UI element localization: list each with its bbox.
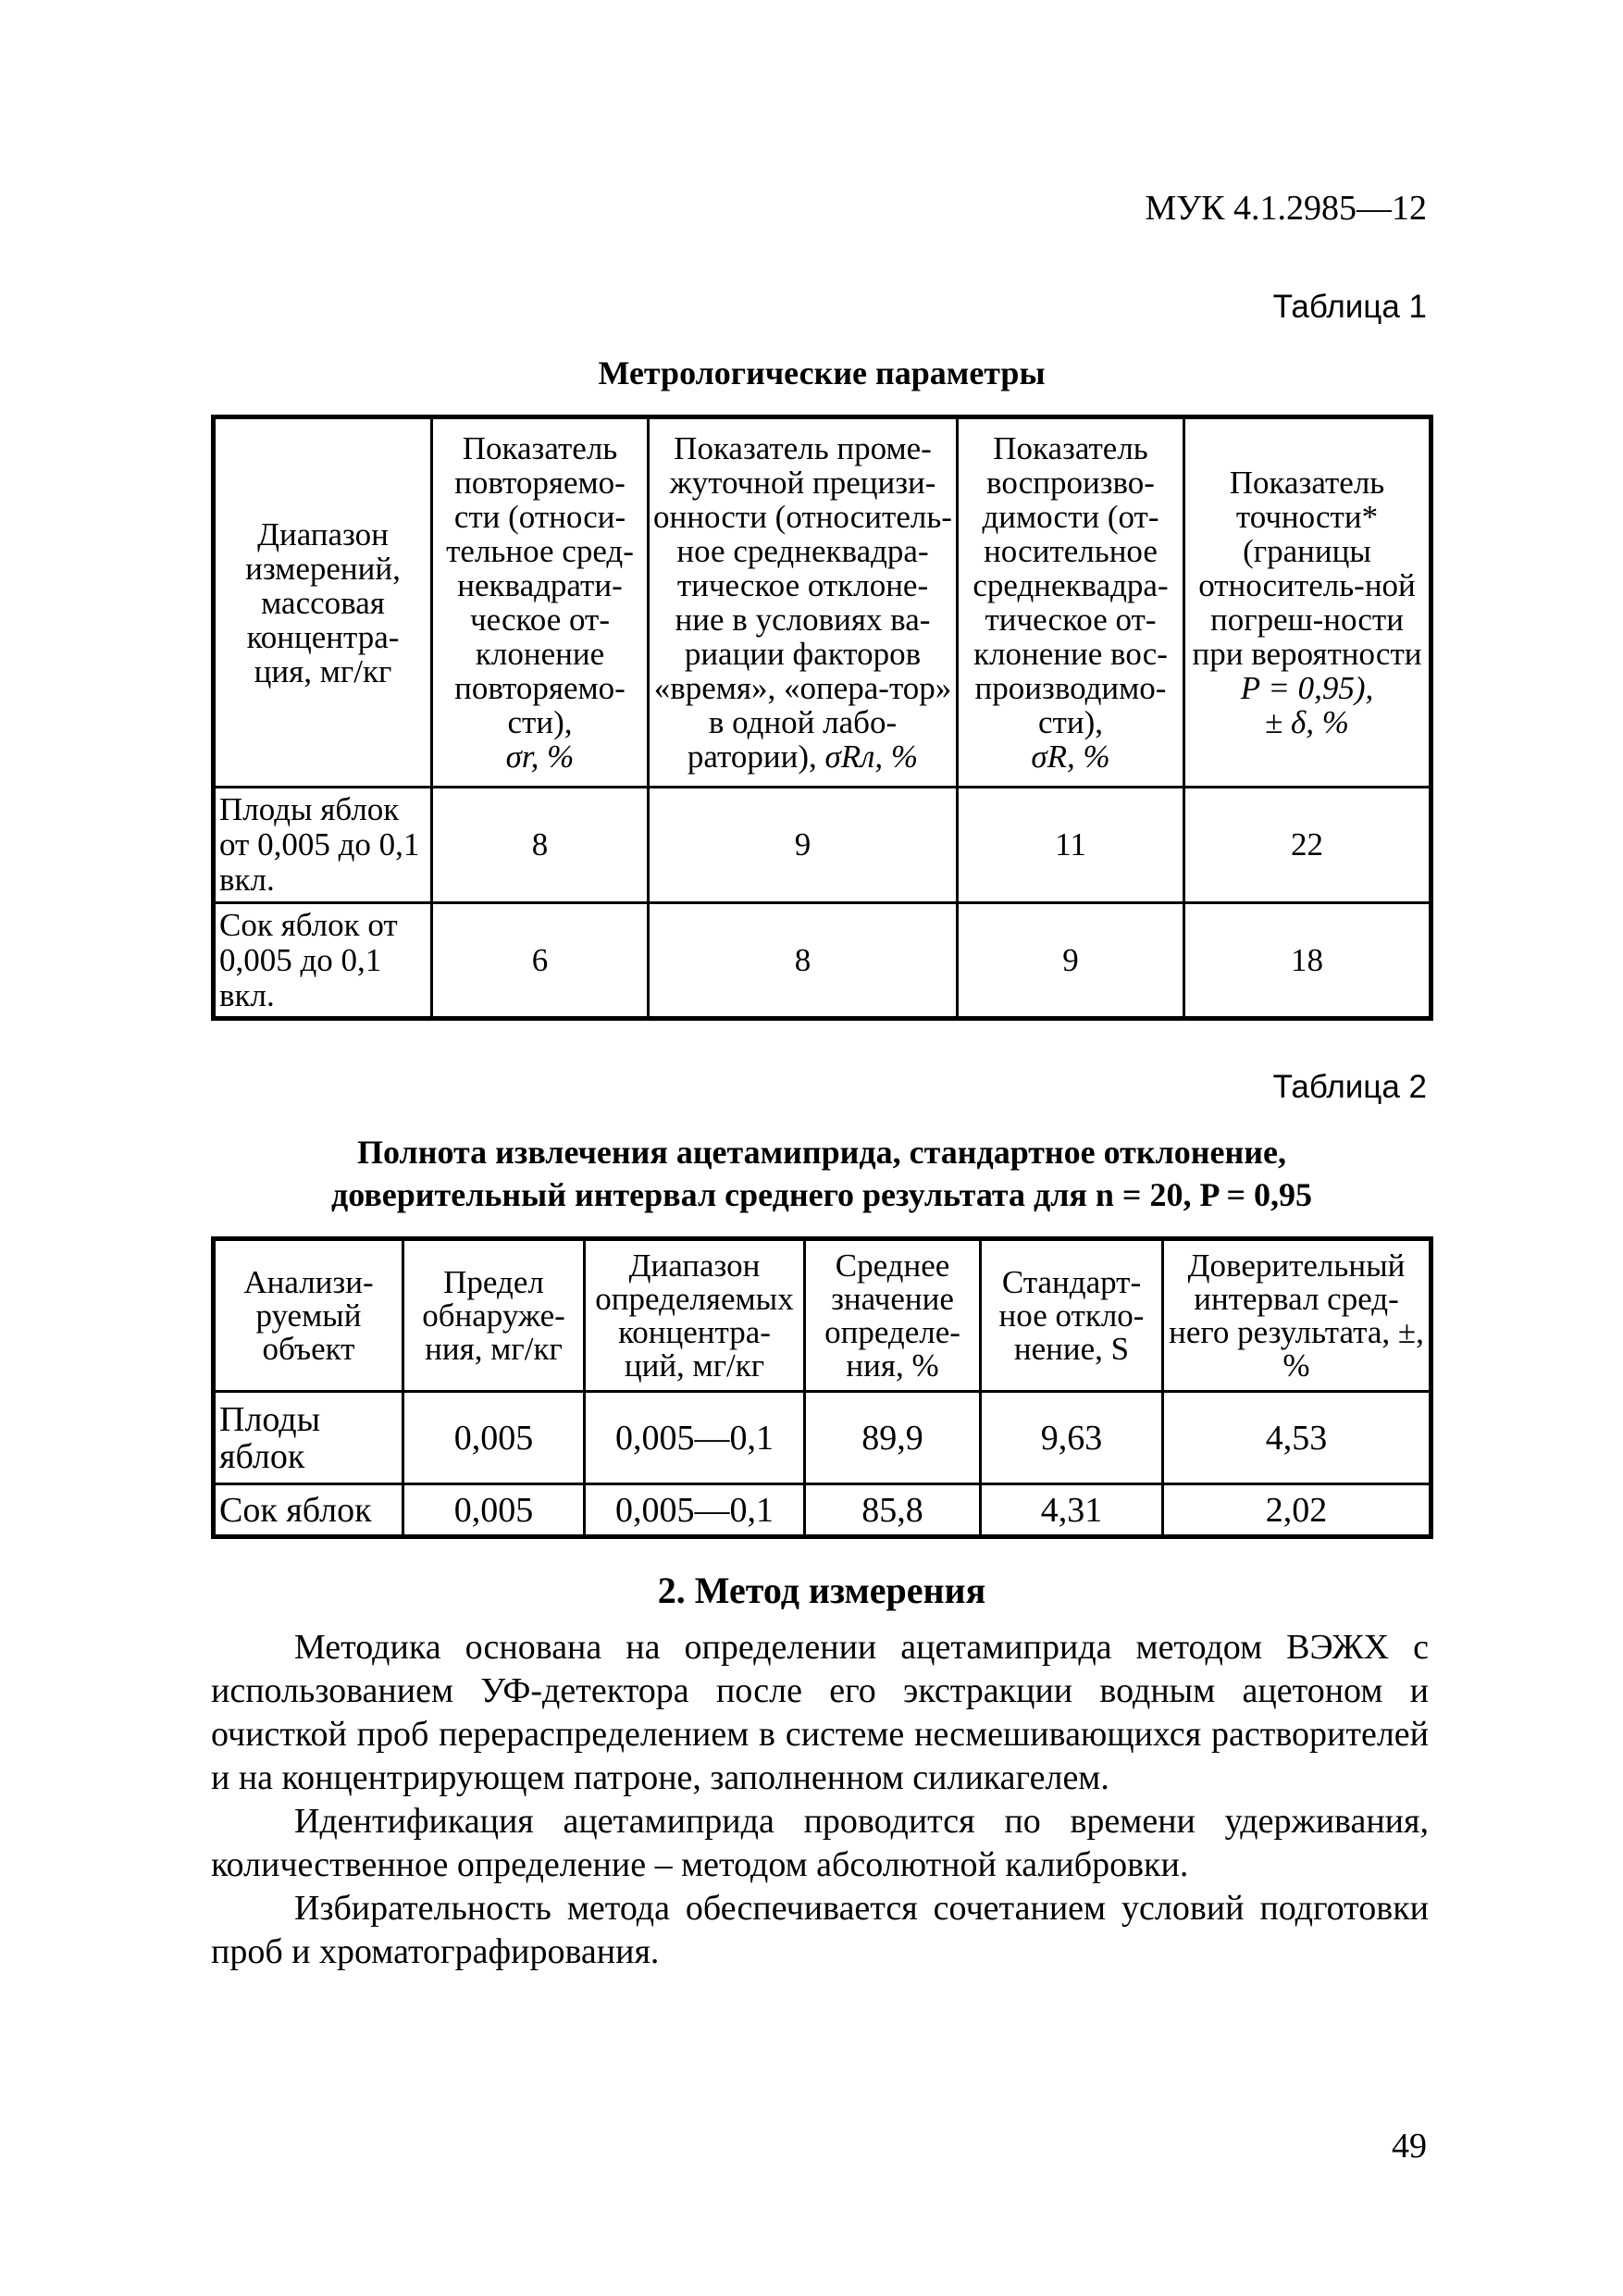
table1-cell: 9 [958, 903, 1184, 1019]
table2-header-range: Диапазон определяемых концентра-ций, мг/кг [585, 1239, 805, 1392]
table1-cell: 8 [649, 903, 958, 1019]
table2-header-object: Анализи-руемый объект [214, 1239, 403, 1392]
table1-cell: 9 [649, 788, 958, 903]
table1-header-repeatability: Показатель повторяемо-сти (относи-тельное сред-неквадрати-ческое от-клонение повторяемо-сти), σr, % [432, 417, 649, 788]
table1-title: Метрологические параметры [598, 354, 1046, 391]
table2-cell: 4,31 [981, 1484, 1163, 1537]
document-code: МУК 4.1.2985—12 [1145, 189, 1427, 228]
table2-cell: 0,005 [403, 1484, 585, 1537]
table2-cell: 0,005—0,1 [585, 1392, 805, 1484]
table2-header-confidence: Доверительный интервал сред-него результата, ±, % [1163, 1239, 1431, 1392]
table2-header-std-dev: Стандарт-ное откло-нение, S [981, 1239, 1163, 1392]
section-heading: 2. Метод измерения [657, 1570, 986, 1611]
metrological-parameters-table [211, 415, 1433, 1021]
paragraph: Методика основана на определении ацетамиприда методом ВЭЖХ с использованием УФ-детектора после его экстракции водным ацетоном и очисткой проб перераспределением в системе несмешивающихся растворителей и на концентрирующем патроне, заполненном силикагелем. [211, 1628, 1429, 1797]
table2-header-mean: Среднее значение определе-ния, % [805, 1239, 981, 1392]
table1-cell: 11 [958, 788, 1184, 903]
table2-header-detection-limit: Предел обнаруже-ния, мг/кг [403, 1239, 585, 1392]
table2-cell: 89,9 [805, 1392, 981, 1484]
table1-cell: 6 [432, 903, 649, 1019]
table2-cell: 0,005 [403, 1392, 585, 1484]
table2-cell: 0,005—0,1 [585, 1484, 805, 1537]
table2-cell: 9,63 [981, 1392, 1163, 1484]
table1-header-reproducibility: Показатель воспроизво-димости (от-носительное среднеквадра-тическое от-клонение вос-производимо-сти), σR, % [958, 417, 1184, 788]
table-row [214, 1392, 1431, 1484]
section-body [211, 1626, 1429, 1974]
table2-row-object: Сок яблок [214, 1484, 403, 1537]
table1-cell: 18 [1184, 903, 1431, 1019]
table1-cell: 8 [432, 788, 649, 903]
table2-cell: 2,02 [1163, 1484, 1431, 1537]
table2-number: Таблица 2 [1272, 1069, 1427, 1105]
table1-row-range: Плоды яблок от 0,005 до 0,1 вкл. [214, 788, 432, 903]
table1-row-range: Сок яблок от 0,005 до 0,1 вкл. [214, 903, 432, 1019]
table1-cell: 22 [1184, 788, 1431, 903]
table-row [214, 903, 1431, 1019]
table1-header-accuracy: Показатель точности* (границы относитель-ной погреш-ности при вероятности P = 0,95), ± δ, % [1184, 417, 1431, 788]
extraction-completeness-table [211, 1236, 1433, 1539]
paragraph: Избирательность метода обеспечивается сочетанием условий подготовки проб и хроматографирования. [211, 1889, 1429, 1971]
table2-header-row [214, 1239, 1431, 1392]
table1-header-range: Диапазон измерений, массовая концентра-ция, мг/кг [214, 417, 432, 788]
table1-header-intermediate-precision: Показатель проме-жуточной прецизи-онности (относитель-ное среднеквадра-тическое отклоне-ние в условиях ва-риации факторов «время», «опера-тор» в одной лабо-ратории), σRл, % [649, 417, 958, 788]
paragraph: Идентификация ацетамиприда проводится по времени удерживания, количественное определение – методом абсолютной калибровки. [211, 1802, 1429, 1884]
table1-number: Таблица 1 [1272, 289, 1427, 325]
table-row [214, 1484, 1431, 1537]
page-number: 49 [1392, 2127, 1427, 2166]
table2-cell: 85,8 [805, 1484, 981, 1537]
table2-row-object: Плоды яблок [214, 1392, 403, 1484]
table2-title: Полнота извлечения ацетамиприда, стандартное отклонение, доверительный интервал среднего результата для n = 20, P = 0,95 [331, 1134, 1312, 1213]
table2-cell: 4,53 [1163, 1392, 1431, 1484]
table1-header-row [214, 417, 1431, 788]
table-row [214, 788, 1431, 903]
